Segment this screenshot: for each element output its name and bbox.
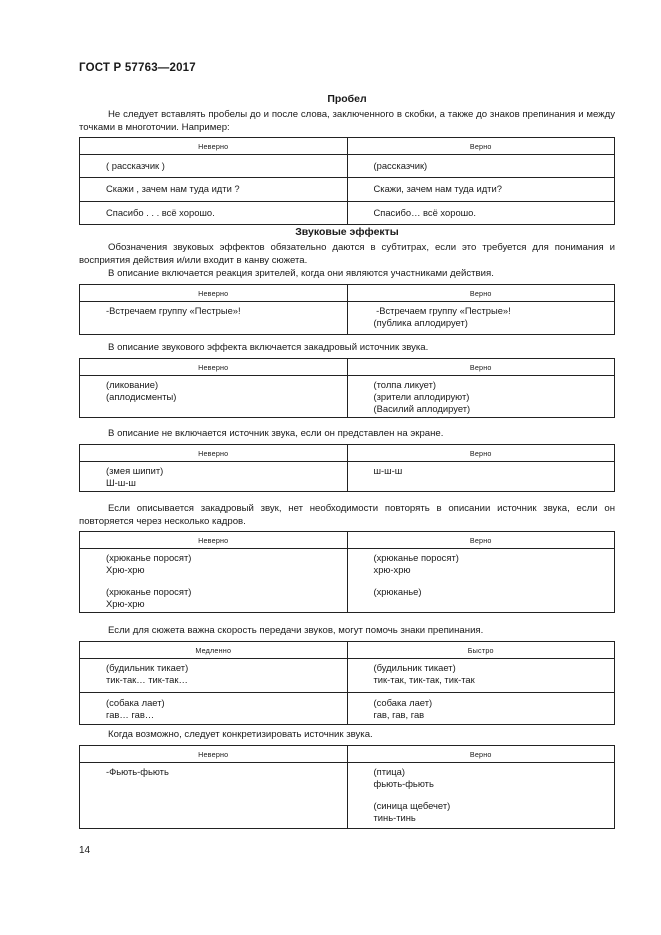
- table-cell: [80, 462, 348, 492]
- paragraph: В описание включается реакция зрителей, когда они являются участниками действия.: [108, 268, 494, 279]
- cell-line: (птица): [373, 766, 405, 777]
- cell-line: тик-так, тик-так, тик-так: [373, 674, 475, 685]
- cell-line: (зрители аплодируют): [373, 391, 470, 402]
- table-header: Верно: [347, 138, 615, 155]
- table-header: Верно: [347, 285, 615, 302]
- table-header: Неверно: [80, 138, 348, 155]
- table-speed: [79, 641, 615, 725]
- standard-number: ГОСТ Р 57763—2017: [79, 62, 196, 74]
- cell-line: (аплодисменты): [106, 391, 177, 402]
- table-header: Неверно: [80, 359, 348, 376]
- cell-line: (змея шипит): [106, 465, 164, 476]
- table-header: Медленно: [80, 642, 348, 659]
- table-header: Неверно: [80, 445, 348, 462]
- paragraph: Обозначения звуковых эффектов обязательно даются в субтитрах, если это требуется для понимания и восприятия действия и/или входит в канву сюжета.: [79, 242, 615, 266]
- paragraph: Если для сюжета важна скорость передачи звуков, могут помочь знаки препинания.: [108, 625, 484, 636]
- table-cell: Спасибо . . . всё хорошо.: [80, 202, 348, 225]
- table-cell: [347, 462, 615, 492]
- table-cell: (рассказчик): [347, 155, 615, 178]
- table-cell: [80, 693, 348, 725]
- table-cell: [80, 763, 348, 829]
- cell-line: -Фьють-фьють: [106, 766, 169, 777]
- table-header: Быстро: [347, 642, 615, 659]
- cell-line: (собака лает): [373, 697, 433, 708]
- table-cell: Спасибо… всё хорошо.: [347, 202, 615, 225]
- cell-line: гав… гав…: [106, 709, 155, 720]
- cell-line: Хрю-хрю: [106, 598, 145, 609]
- cell-line: хрю-хрю: [373, 564, 411, 575]
- cell-line: (хрюканье поросят): [106, 586, 192, 597]
- cell-line: Хрю-хрю: [106, 564, 145, 575]
- table-audience: [79, 284, 615, 335]
- page-number: 14: [79, 845, 91, 856]
- cell-line: -Встречаем группу «Пестрые»!: [373, 305, 511, 316]
- table-cell: [347, 659, 615, 693]
- cell-line: (хрюканье поросят): [106, 552, 192, 563]
- paragraph: В описание не включается источник звука, если он представлен на экране.: [108, 428, 444, 439]
- table-cell: Скажи, зачем нам туда идти?: [347, 178, 615, 202]
- cell-line: тик-так… тик-так…: [106, 674, 188, 685]
- table-header: Верно: [347, 746, 615, 763]
- table-spaces: [79, 137, 615, 225]
- cell-line: (Василий аплодирует): [373, 403, 471, 414]
- table-cell: [347, 376, 615, 418]
- cell-line: (ликование): [106, 379, 159, 390]
- section-title-sound-effects: Звуковые эффекты: [295, 226, 399, 238]
- table-cell: [347, 302, 615, 335]
- table-cell: [347, 763, 615, 829]
- table-header: Верно: [347, 359, 615, 376]
- table-cell: ( рассказчик ): [80, 155, 348, 178]
- table-cell: Скажи , зачем нам туда идти ?: [80, 178, 348, 202]
- table-header: Неверно: [80, 532, 348, 549]
- cell-line: фьють-фьють: [373, 778, 434, 789]
- cell-line: (толпа ликует): [373, 379, 436, 390]
- cell-line: тинь-тинь: [373, 812, 416, 823]
- cell-line: (собака лает): [106, 697, 165, 708]
- table-onscreen-source: [79, 444, 615, 492]
- table-header: Неверно: [80, 285, 348, 302]
- cell-line: гав, гав, гав: [373, 709, 425, 720]
- paragraph: Не следует вставлять пробелы до и после слова, заключенного в скобки, а также до знаков препинания и между точками в многоточии. Например:: [79, 109, 615, 133]
- cell-line: Ш-ш-ш: [106, 477, 136, 488]
- section-title-space: Пробел: [327, 93, 367, 105]
- paragraph: Когда возможно, следует конкретизировать источник звука.: [108, 729, 373, 740]
- cell-line: (публика аплодирует): [373, 317, 468, 328]
- cell-line: (хрюканье поросят): [373, 552, 459, 563]
- cell-line: ш-ш-ш: [373, 465, 403, 476]
- table-repeat-source: [79, 531, 615, 613]
- table-specify-source: [79, 745, 615, 829]
- cell-line: -Встречаем группу «Пестрые»!: [106, 305, 241, 316]
- table-cell: [80, 659, 348, 693]
- cell-line: (хрюканье): [373, 586, 422, 597]
- table-cell: [347, 549, 615, 613]
- cell-line: (будильник тикает): [106, 662, 189, 673]
- table-header: Верно: [347, 532, 615, 549]
- table-header: Верно: [347, 445, 615, 462]
- table-header: Неверно: [80, 746, 348, 763]
- table-cell: [347, 693, 615, 725]
- table-cell: [80, 549, 348, 613]
- paragraph: В описание звукового эффекта включается закадровый источник звука.: [108, 342, 429, 353]
- table-cell: [80, 302, 348, 335]
- cell-line: (будильник тикает): [373, 662, 456, 673]
- cell-line: (синица щебечет): [373, 800, 451, 811]
- table-cell: [80, 376, 348, 418]
- paragraph: Если описывается закадровый звук, нет необходимости повторять в описании источник звука, если он повторяется через несколько кадров.: [79, 503, 615, 527]
- table-offscreen-source: [79, 358, 615, 418]
